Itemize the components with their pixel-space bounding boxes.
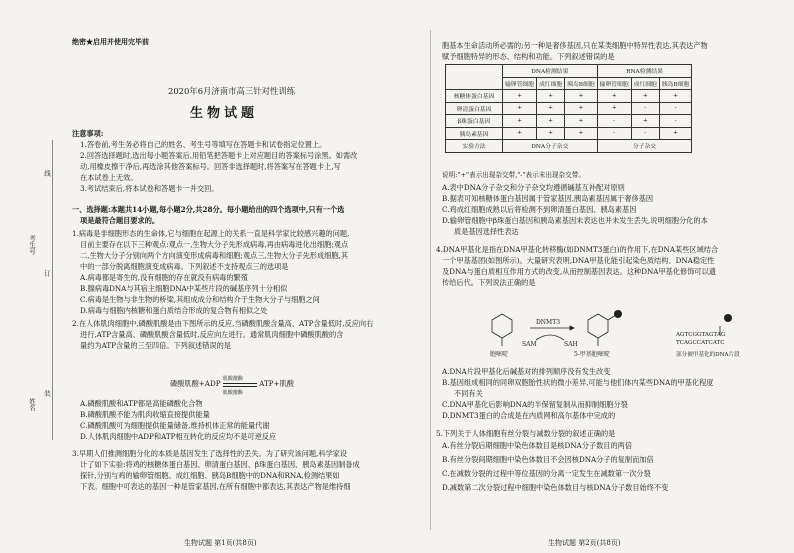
question-4-stem: 及DNA与蛋白质相互作用方式的改变,从而控制基因表达。这种DNA甲基化修饰可以遗 (442, 267, 716, 276)
margin-line-mark: 线 (43, 170, 51, 177)
table-cell: - (631, 127, 659, 140)
question-4-stem: 传给后代。下列说法正确的是 (442, 278, 536, 287)
margin-ding-mark: 订 (43, 270, 51, 277)
table-cell: + (537, 102, 565, 115)
table-cell: - (631, 102, 659, 115)
method-rna: 分子杂交 (597, 140, 692, 153)
question-3-stem: 计了如下实验:将鸡的核糖体蛋白基因、卵清蛋白基因、β珠蛋白基因、胰岛素基因制备成 (80, 460, 360, 469)
note-line: 在本试卷上无效。 (80, 173, 138, 182)
question-4-option: C.DNA甲基化后影响DNA的半保留复制从而抑制细胞分裂 (442, 400, 628, 409)
question-3-stem: 3.早期人们推测细胞分化的本质是基因发生了选择性的丢失。为了研究该问题,科学家设 (72, 449, 348, 458)
question-2-stem: 进行,ATP含量高、磷酸肌酸含量低时,反应向左进行。通常肌肉细胞中磷酸肌酸的含 (80, 330, 344, 339)
table-cell: + (537, 127, 565, 140)
table-cell: + (597, 102, 631, 115)
question-4-option: B.基因组成相同的同卵双胞胎性状的微小差异,可能与他们体内某些DNA的甲基化程度 (442, 378, 714, 387)
note-line: 3.考试结束后,将本试卷和答题卡一并交回。 (80, 184, 219, 193)
question-3-option: 质是基因选择性表达 (454, 227, 519, 236)
exam-title: 2020年6月济南市高三针对性训练 (168, 86, 296, 96)
margin-line (52, 140, 53, 440)
fig-left-label: 胞嘧啶 (490, 351, 509, 358)
table-cell: - (597, 115, 631, 128)
footer-right: 生物试题 第2页(共8页) (548, 539, 621, 547)
table-cell: + (659, 90, 691, 103)
table-col-header: 成红细胞 (537, 77, 565, 90)
page-divider (430, 30, 431, 530)
note-line: 1.答卷前,考生务必将自己的姓名、考生号等填写在答题卡和试卷指定位置上。 (80, 140, 327, 149)
table-cell: + (565, 115, 597, 128)
question-2-stem: 量约为ATP含量的三至四倍。下列叙述错误的是 (80, 341, 231, 350)
table-col-header: 输卵管细胞 (503, 77, 537, 90)
table-row (446, 102, 692, 115)
section-heading: 一、选择题:本题共14小题,每小题2分,共28分。每小题给出的四个选项中,只有一个选 (72, 205, 345, 214)
name-label: 姓名 (28, 398, 36, 411)
exam-no-label: 考生号 (28, 235, 36, 255)
question-1-stem: 二,生物大分子分别向两个方向演变形成病毒和细胞;观点三,生物大分子先形成细胞,其 (80, 251, 349, 260)
question-1-stem: 中的一部分脱离细胞演变成病毒。下列叙述不支持观点三的选项是 (80, 262, 289, 271)
question-4-stem: 一个甲基基团(如图所示)。大量研究表明,DNA甲基化能引起染色质结构、DNA稳定性 (442, 256, 715, 265)
table-col-header: 胰岛B细胞 (565, 77, 597, 90)
fig-right-label: 5-甲基胞嘧啶 (574, 351, 610, 358)
enzyme-label-bottom: 肌酸激酶 (222, 389, 243, 396)
footer-left: 生物试题 第1页(共8页) (184, 539, 257, 547)
section-heading-cont: 项是最符合题目要求的。 (80, 216, 160, 225)
table-row (446, 115, 692, 128)
note-line: 2.回答选择题时,选出每小题答案后,用铅笔把答题卡上对应题目的答案标号涂黑。如需改 (80, 151, 358, 160)
table-cell: + (631, 90, 659, 103)
table-cell: + (503, 115, 537, 128)
question-1-stem: 1.病毒是非细胞形态的生命体,它与细胞在起源上的关系一直是科学家比较感兴趣的问题, (72, 229, 350, 238)
table-row (446, 90, 692, 103)
question-3-option: B.据表可知核糖体蛋白基因属于管家基因,胰岛素基因属于奢侈基因 (442, 194, 654, 203)
table-group-dna: DNA检测结果 (503, 65, 598, 78)
table-cell: + (503, 102, 537, 115)
question-5-option: D.减数第二次分裂过程中细胞中染色体数目与核DNA分子数目始终不变 (442, 483, 669, 492)
row-label: 实验方法 (446, 140, 503, 153)
table-cell: - (659, 102, 691, 115)
question-1-option: C.病毒是生物与非生物的桥梁,其组成成分和结构介于生物大分子与细胞之间 (80, 295, 320, 304)
question-2-option: C.磷酸肌酸可为细胞提供能量储备,维持机体正常的能量代谢 (80, 421, 270, 430)
margin-bind-mark: 装 (43, 390, 51, 397)
methylation-figure (470, 306, 770, 364)
question-4-option: 不同有关 (454, 389, 483, 398)
question-1-stem: 目前主要存在以下三种观点:观点一,生物大分子先形成病毒,再由病毒进化出细胞;观点 (80, 240, 349, 249)
fig-enzyme: DNMT3 (536, 319, 561, 326)
table-group-rna: RNA检测结果 (597, 65, 692, 78)
question-3-stem: 赋予细胞特异的形态、结构和功能。下列叙述错误的是 (442, 52, 615, 61)
row-label: 卵清蛋白基因 (446, 102, 503, 115)
method-dna: DNA分子杂交 (503, 140, 598, 153)
question-5-stem: 5.下列关于人体细胞有丝分裂与减数分裂的叙述正确的是 (436, 429, 616, 438)
table-col-header: 胰岛B细胞 (659, 77, 691, 90)
table-row (446, 140, 692, 153)
subject-title: 生物试题 (190, 106, 259, 121)
question-5-option: C.在减数分裂的过程中等位基因的分离一定发生在减数第一次分裂 (442, 469, 651, 478)
table-cell: + (659, 127, 691, 140)
fig-seq-caption: 部分被甲基化的DNA片段 (676, 352, 740, 358)
table-cell: + (565, 127, 597, 140)
question-2-option: B.磷酸肌酸不能为肌肉收缩直接提供能量 (80, 410, 210, 419)
reaction-equation (170, 375, 294, 396)
notes-heading: 注意事项: (72, 129, 104, 138)
table-cell: - (597, 127, 631, 140)
row-label: β珠蛋白基因 (446, 115, 503, 128)
table-cell: + (565, 102, 597, 115)
methyl-group-icon (614, 310, 622, 318)
table-cell: + (631, 115, 659, 128)
reversible-arrow (222, 375, 257, 396)
table-cell: + (537, 115, 565, 128)
question-5-option: B.有丝分裂间期细胞中染色体数目不会因核DNA分子的复制而加倍 (442, 455, 654, 464)
table-cell: + (565, 90, 597, 103)
question-5-option: A.有丝分裂后期细胞中染色体数目是核DNA分子数目的两倍 (442, 441, 633, 450)
question-2-stem: 2.在人体肌肉细胞中,磷酸肌酸是由下图所示的反应,当磷酸肌酸含量高、ATP含量低时,反应向右 (72, 319, 374, 328)
question-1-option: B.腺病毒DNA与其宿主细胞DNA中某些片段的碱基序列十分相似 (80, 284, 288, 293)
table-col-header: 输卵管细胞 (597, 77, 631, 90)
enzyme-label-top: 肌酸激酶 (222, 375, 243, 382)
question-4-option: A.DNA片段甲基化后碱基对的排列顺序没有发生改变 (442, 367, 611, 376)
question-3-option: D.输卵管细胞中β珠蛋白基因和胰岛素基因未表达也并未发生丢失,说明细胞分化的本 (442, 216, 708, 225)
question-2-option: A.磷酸肌酸和ATP都是高能磷酸化合物 (80, 399, 203, 408)
question-1-option: D.病毒与细胞内核糖和蛋白质结合形成的复合物有相似之处 (80, 306, 268, 315)
table-cell: + (503, 90, 537, 103)
table-cell: - (659, 115, 691, 128)
fig-sah: SAH (564, 341, 578, 348)
row-label: 核糖体蛋白基因 (446, 90, 503, 103)
binding-margin (12, 140, 57, 440)
secret-mark: 绝密★启用并使用完毕前 (72, 37, 149, 46)
question-3-stem: 探针,分别与鸡的输卵管细胞、成红细胞、胰岛B细胞中的DNA和RNA,检测结果如 (80, 471, 340, 480)
question-1-option: A.病毒都是寄生的,没有细胞的存在就没有病毒的繁殖 (80, 273, 248, 282)
fig-sam: SAM (522, 341, 537, 348)
reaction-left: 磷酸肌酸+ADP (170, 379, 221, 388)
table-cell: + (537, 90, 565, 103)
note-line: 动,用橡皮擦干净后,再选涂其他答案标号。回答非选择题时,将答案写在答题卡上,写 (80, 162, 341, 171)
question-3-option: A.表中DNA分子杂交和分子杂交均遵循碱基互补配对原则 (442, 183, 625, 192)
question-3-stem: 下表。细胞中可表达的基因一种是管家基因,在所有细胞中都表达,其表达产物是维持细 (80, 482, 351, 491)
reaction-right: ATP+肌酸 (259, 379, 294, 388)
table-legend: 说明:"+"表示出现杂交带,"-"表示未出现杂交带。 (442, 171, 585, 179)
fig-seq-bottom: TCAGCCATCATC (676, 340, 725, 346)
fig-seq-top: AGTCGGTAGTAG (676, 332, 726, 338)
hybridization-table (445, 64, 692, 153)
table-cell: + (597, 90, 631, 103)
question-3-option: C.鸡成红细胞成熟以后将检测不到卵清蛋白基因、胰岛素基因 (442, 205, 637, 214)
methyl-group-icon (724, 314, 732, 322)
table-col-header: 成红细胞 (631, 77, 659, 90)
row-label: 胰岛素基因 (446, 127, 503, 140)
question-4-option: D.DNMT3蛋白的合成是在内质网和高尔基体中完成的 (442, 411, 616, 420)
table-row (446, 127, 692, 140)
question-2-option: D.人体肌肉细胞中ADP和ATP相互转化的反应均不是可逆反应 (80, 432, 277, 441)
question-3-stem: 胞基本生命活动所必需的;另一种是奢侈基因,只在某类细胞中特异性表达,其表达产物 (442, 41, 708, 50)
table-cell: + (503, 127, 537, 140)
question-4-stem: 4.DNA甲基化是指在DNA甲基化转移酶(如DNMT3蛋白)的作用下,在DNA某些区域结合 (436, 245, 719, 254)
table-corner (446, 65, 503, 90)
